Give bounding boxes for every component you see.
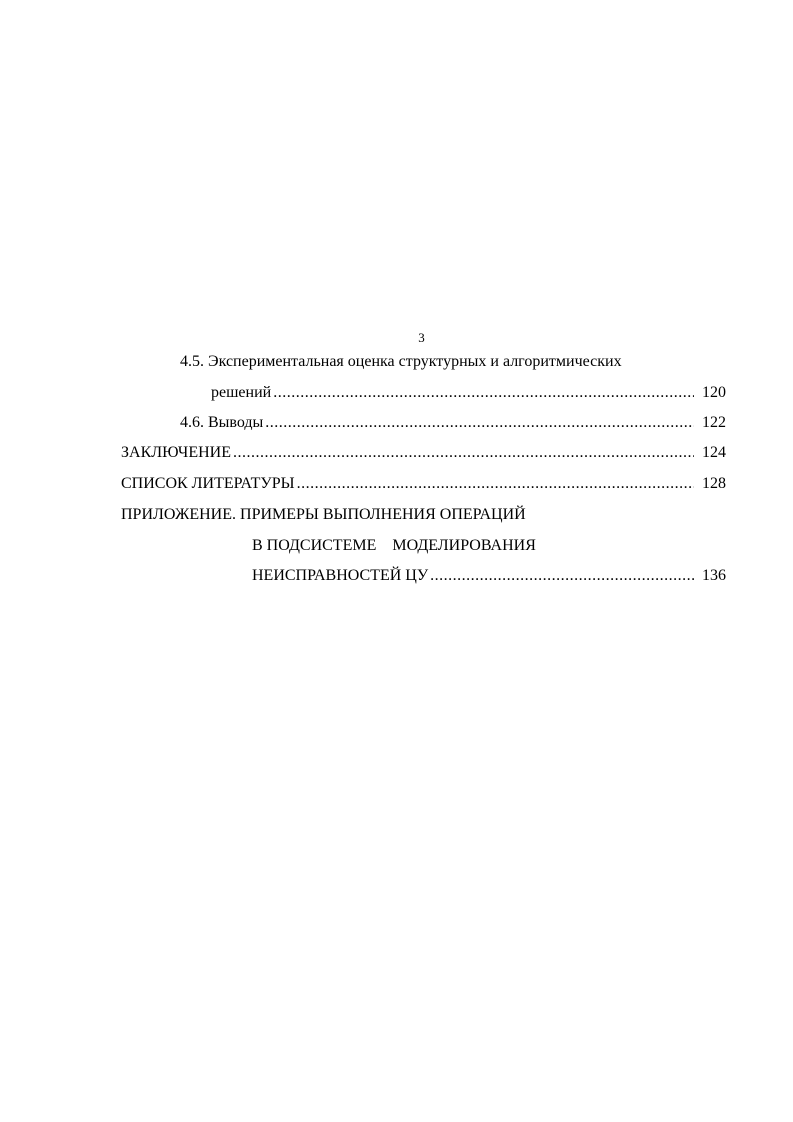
toc-entry-conclusion-page: 124 xyxy=(702,444,726,461)
dot-leader xyxy=(273,383,694,403)
toc-entry-4-5[interactable] xyxy=(211,383,726,403)
dot-leader xyxy=(233,443,694,463)
toc-entry-bibliography-page: 128 xyxy=(702,475,726,492)
dot-leader xyxy=(430,566,694,586)
dot-leader xyxy=(297,474,694,494)
toc-entry-4-6[interactable] xyxy=(180,413,726,433)
toc-entry-appendix[interactable] xyxy=(252,566,726,586)
dot-leader xyxy=(265,413,694,433)
page-number: 3 xyxy=(418,330,425,345)
toc-entry-appendix-page: 136 xyxy=(702,567,726,584)
toc-entry-4-6-label: 4.6. Выводы xyxy=(180,414,264,431)
toc-entry-appendix-label: НЕИСПРАВНОСТЕЙ ЦУ xyxy=(252,567,429,584)
toc-entry-bibliography[interactable] xyxy=(121,474,726,494)
toc-entry-4-5-title: 4.5. Экспериментальная оценка структурных и алгоритмических xyxy=(180,353,622,370)
toc-entry-4-5-page: 120 xyxy=(702,384,726,401)
toc-entry-4-5-label: решений xyxy=(211,384,272,401)
toc-entry-conclusion-label: ЗАКЛЮЧЕНИЕ xyxy=(121,444,231,461)
toc-entry-appendix-line2: В ПОДСИСТЕМЕ МОДЕЛИРОВАНИЯ xyxy=(252,537,536,554)
toc-entry-appendix-line1: ПРИЛОЖЕНИЕ. ПРИМЕРЫ ВЫПОЛНЕНИЯ ОПЕРАЦИЙ xyxy=(121,506,526,523)
toc-entry-bibliography-label: СПИСОК ЛИТЕРАТУРЫ xyxy=(121,475,295,492)
toc-entry-4-6-page: 122 xyxy=(702,414,726,431)
toc-entry-conclusion[interactable] xyxy=(121,443,726,463)
